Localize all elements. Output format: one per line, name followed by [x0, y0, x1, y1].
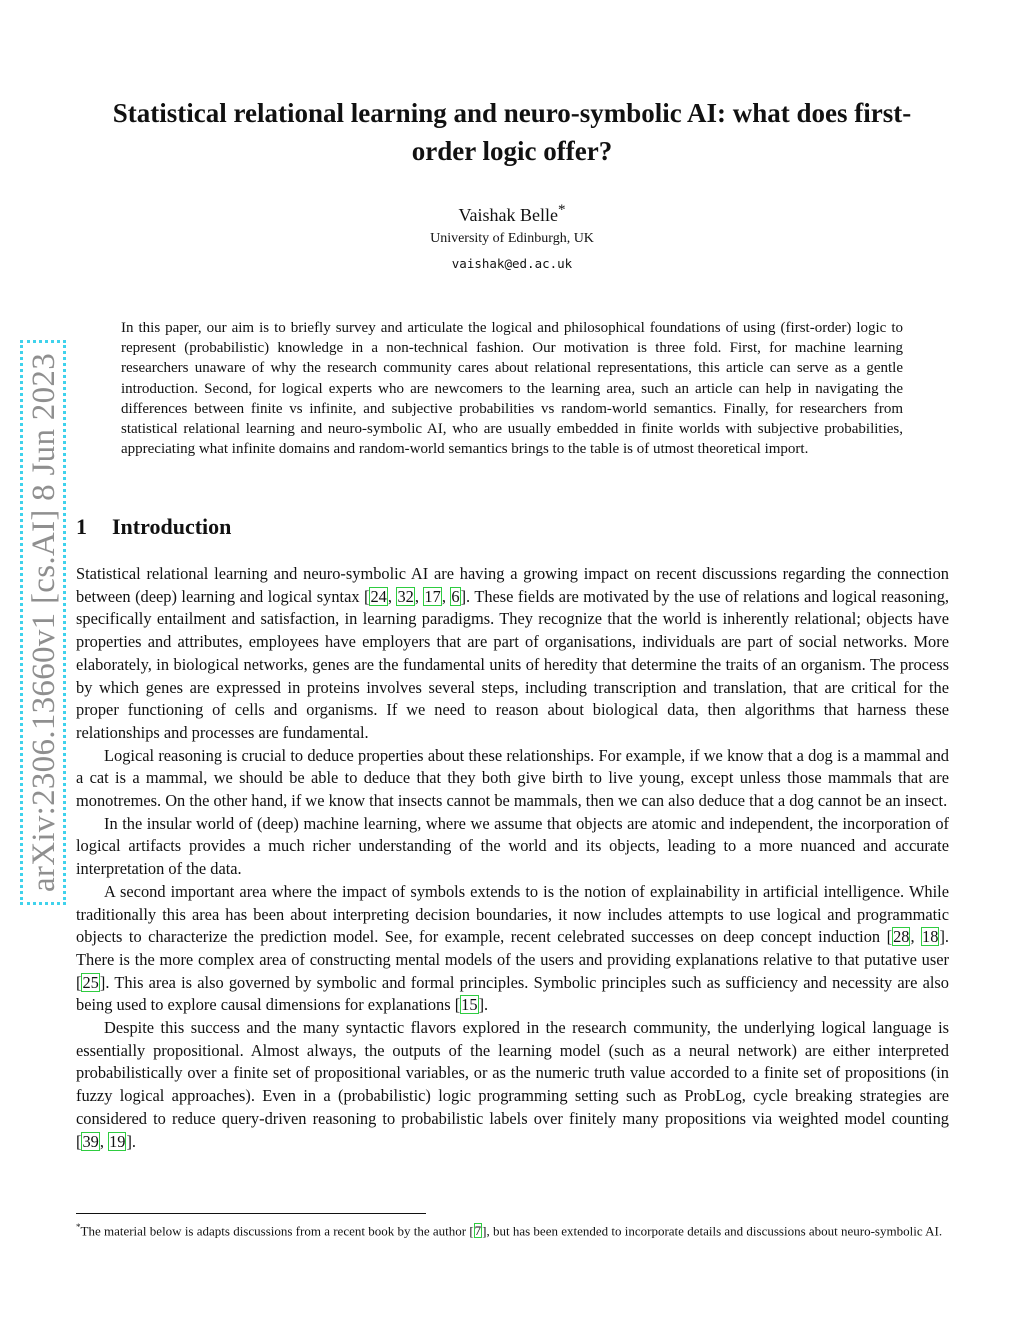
citation-link[interactable]: 24 [370, 586, 387, 606]
paragraph-5 [76, 1017, 949, 1153]
abstract: In this paper, our aim is to briefly survey and articulate the logical and philosophical foundations of using (first-order) logic to represent (probabilistic) knowledge in a non-technical fashion. Our motivation is three fold. First, for machine learning researchers unaware of why the research community cares about relational representations, this article can serve as a gentle introduction. Second, for logical experts who are newcomers to the learning area, such an article can help in navigating the differences between finite vs infinite, and subjective probabilities vs random-world semantics. Finally, for researchers from statistical relational learning and neuro-symbolic AI, who are usually embedded in finite worlds with subjective probabilities, appreciating what infinite domains and random-world semantics brings to the table is of utmost theoretical import. [121, 320, 903, 458]
paragraph-text: ]. There is the more complex area of constructing mental models of the users and providing explanations relative to that putative user [ [76, 927, 949, 992]
section-heading [76, 514, 231, 540]
arxiv-identifier-stamp[interactable]: arXiv:2306.13660v1 [cs.AI] 8 Jun 2023 [20, 340, 66, 905]
section-body [76, 563, 949, 1153]
footnote-text: ], but has been extended to incorporate details and discussions about neuro-symbolic AI. [482, 1223, 943, 1239]
citation-link[interactable]: 19 [109, 1131, 126, 1151]
citation-link[interactable]: 17 [424, 586, 441, 606]
author-name-text: Vaishak Belle [458, 205, 558, 225]
paragraph-text: ]. [126, 1131, 137, 1151]
citation-link[interactable]: 15 [461, 995, 478, 1015]
citation-separator: , [99, 1131, 109, 1151]
citation-link[interactable]: 18 [922, 927, 939, 947]
paragraph-text: A second important area where the impact of symbols extends to is the notion of explainability in artificial intelligence. While traditionally this area has been about interpreting decision boundaries, it now includes attempts to use logical and programmatic objects to characterize the prediction model. See, for example, recent celebrated successes on deep concept induction [ [76, 881, 949, 947]
author-email[interactable]: vaishak@ed.ac.uk [451, 256, 573, 271]
footnote-rule [76, 1213, 426, 1214]
citation-link[interactable]: 7 [474, 1223, 482, 1239]
footnote-mark: * [76, 1222, 81, 1232]
paragraph-text: ]. [478, 995, 489, 1015]
paper-title: Statistical relational learning and neuro-symbolic AI: what does first-order logic offer? [112, 98, 912, 166]
author-footnote-mark[interactable]: * [557, 202, 566, 218]
author-affiliation: University of Edinburgh, UK [430, 231, 594, 246]
citation-separator: , [387, 586, 397, 606]
author-name [0, 202, 1024, 226]
citation-link[interactable]: 39 [82, 1131, 99, 1151]
paragraph-text: ]. This area is also governed by symbolic and formal principles. Symbolic principles such as sufficiency and necessity are also being used to explore causal dimensions for explanations [ [76, 972, 949, 1015]
footnote-text: The material below is adapts discussions from a recent book by the author [ [80, 1223, 474, 1239]
paragraph-text: Despite this success and the many syntactic flavors explored in the research community, the underlying logical language is essentially propositional. Almost always, the outputs of the learning model (such as a neural network) are either interpreted probabilistically over a finite set of propositional variables, or as the numeric truth value accorded to a finite set of propositions (in fuzzy logical approaches). Even in a (probabilistic) logic programming setting such as ProbLog, cycle breaking strategies are considered to reduce query-driven reasoning to probabilistic labels over finitely many propositions via weighted model counting [ [76, 1018, 949, 1151]
section-number: 1 [76, 514, 87, 539]
citation-link[interactable]: 25 [82, 972, 99, 992]
paragraph-2: Logical reasoning is crucial to deduce properties about these relationships. For example, if we know that a dog is a mammal and a cat is a mammal, we should be able to deduce that they both give birth to live young, except unless those mammals that are monotremes. On the other hand, if we know that insects cannot be mammals, then we can also deduce that a dog cannot be an insect. [76, 745, 949, 811]
paragraph-text: Statistical relational learning and neuro-symbolic AI are having a growing impact on recent discussions regarding the connection between (deep) learning and logical syntax [ [76, 564, 949, 606]
citation-separator: , [441, 586, 451, 606]
citation-link[interactable]: 6 [451, 586, 460, 606]
citation-link[interactable]: 32 [397, 586, 414, 606]
citation-separator: , [414, 586, 424, 606]
paragraph-1 [76, 563, 949, 745]
citation-separator: , [910, 927, 922, 947]
section-title: Introduction [112, 514, 232, 539]
paragraph-4 [76, 881, 949, 1017]
citation-link[interactable]: 28 [893, 927, 910, 947]
footnote [76, 1218, 949, 1240]
paragraph-3: In the insular world of (deep) machine learning, where we assume that objects are atomic and independent, the incorporation of logical artifacts provides a much richer understanding of the world and its objects, leading to a more nuanced and accurate interpretation of the data. [76, 813, 949, 879]
paragraph-text: ]. These fields are motivated by the use of relations and logical reasoning, specifically entailment and satisfaction, in learning paradigms. They recognize that the world is inherently relational; objects have properties and attributes, employees have employers that are part of organisations, individuals are part of social networks. More elaborately, in biological networks, genes are the fundamental units of heredity that determine the traits of an organism. The process by which genes are expressed in proteins involves several steps, including transcription and translation, that are critical for the proper functioning of cells and organisms. If we need to reason about biological data, then algorithms that harness these relationships and processes are fundamental. [76, 586, 950, 742]
